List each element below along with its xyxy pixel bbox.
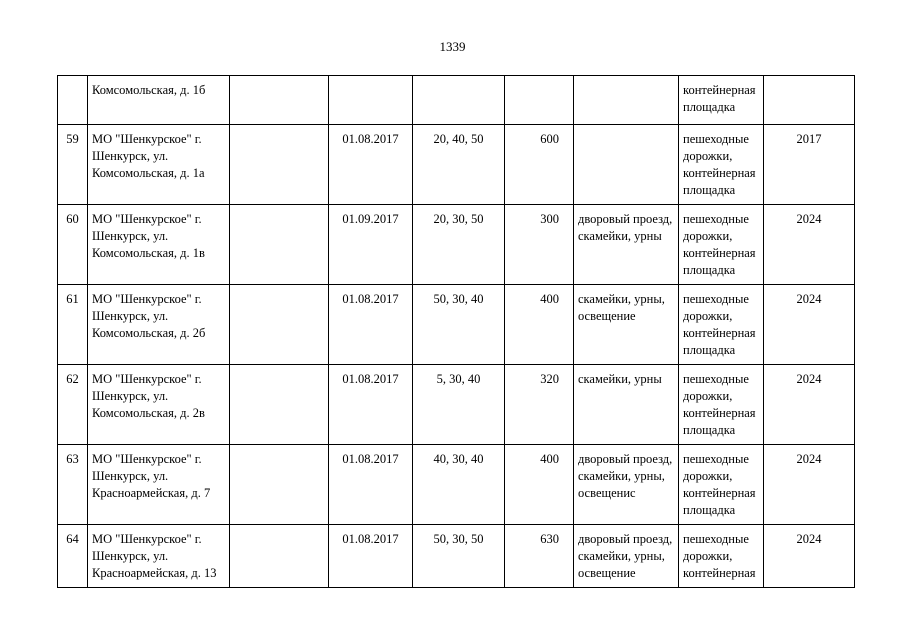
elements-cell: скамейки, урны, освещение [574,285,679,365]
row-number: 63 [58,445,88,525]
address-cell: МО "Шенкурское" г. Шенкурск, ул. Красноармейская, д. 7 [88,445,230,525]
date-cell: 01.08.2017 [329,445,413,525]
row-number: 62 [58,365,88,445]
blank-cell [230,445,329,525]
page-number: 1339 [439,39,466,54]
address-cell: МО "Шенкурское" г. Шенкурск, ул. Комсомольская, д. 2в [88,365,230,445]
date-cell [329,76,413,125]
table-row [58,285,855,365]
sizes-cell: 50, 30, 40 [413,285,505,365]
blank-cell [230,205,329,285]
blank-cell [230,76,329,125]
elements-cell [574,125,679,205]
address-cell: МО "Шенкурское" г. Шенкурск, ул. Комсомольская, д. 2б [88,285,230,365]
year-cell: 2024 [764,525,855,588]
table-row [58,365,855,445]
area-cell [505,76,574,125]
blank-cell [230,285,329,365]
year-cell: 2024 [764,445,855,525]
table-row [58,76,855,125]
address-cell: МО "Шенкурское" г. Шенкурск, ул. Красноармейская, д. 13 [88,525,230,588]
address-cell: Комсомольская, д. 1б [88,76,230,125]
extra-cell: пешеходные дорожки, контейнерная площадка [679,205,764,285]
data-table [57,75,855,588]
year-cell [764,76,855,125]
area-cell: 630 [505,525,574,588]
address-cell: МО "Шенкурское" г. Шенкурск, ул. Комсомольская, д. 1в [88,205,230,285]
date-cell: 01.09.2017 [329,205,413,285]
table-row [58,205,855,285]
elements-cell [574,76,679,125]
sizes-cell: 40, 30, 40 [413,445,505,525]
date-cell: 01.08.2017 [329,285,413,365]
extra-cell: пешеходные дорожки, контейнерная площадка [679,285,764,365]
address-cell: МО "Шенкурское" г. Шенкурск, ул. Комсомольская, д. 1а [88,125,230,205]
blank-cell [230,365,329,445]
year-cell: 2024 [764,205,855,285]
sizes-cell: 5, 30, 40 [413,365,505,445]
extra-cell: пешеходные дорожки, контейнерная площадка [679,125,764,205]
row-number: 61 [58,285,88,365]
extra-cell: контейнерная площадка [679,76,764,125]
extra-cell: пешеходные дорожки, контейнерная [679,525,764,588]
table-row [58,445,855,525]
table-row [58,525,855,588]
date-cell: 01.08.2017 [329,365,413,445]
blank-cell [230,125,329,205]
year-cell: 2017 [764,125,855,205]
date-cell: 01.08.2017 [329,125,413,205]
sizes-cell: 20, 30, 50 [413,205,505,285]
elements-cell: дворовый проезд, скамейки, урны, освещенис [574,445,679,525]
elements-cell: скамейки, урны [574,365,679,445]
row-number: 59 [58,125,88,205]
elements-cell: дворовый проезд, скамейки, урны [574,205,679,285]
area-cell: 400 [505,285,574,365]
row-number: 64 [58,525,88,588]
date-cell: 01.08.2017 [329,525,413,588]
table-row [58,125,855,205]
extra-cell: пешеходные дорожки, контейнерная площадка [679,365,764,445]
sizes-cell: 20, 40, 50 [413,125,505,205]
area-cell: 400 [505,445,574,525]
elements-cell: дворовый проезд, скамейки, урны, освещение [574,525,679,588]
year-cell: 2024 [764,365,855,445]
area-cell: 300 [505,205,574,285]
sizes-cell: 50, 30, 50 [413,525,505,588]
area-cell: 320 [505,365,574,445]
year-cell: 2024 [764,285,855,365]
extra-cell: пешеходные дорожки, контейнерная площадка [679,445,764,525]
blank-cell [230,525,329,588]
sizes-cell [413,76,505,125]
area-cell: 600 [505,125,574,205]
row-number: 60 [58,205,88,285]
row-number [58,76,88,125]
